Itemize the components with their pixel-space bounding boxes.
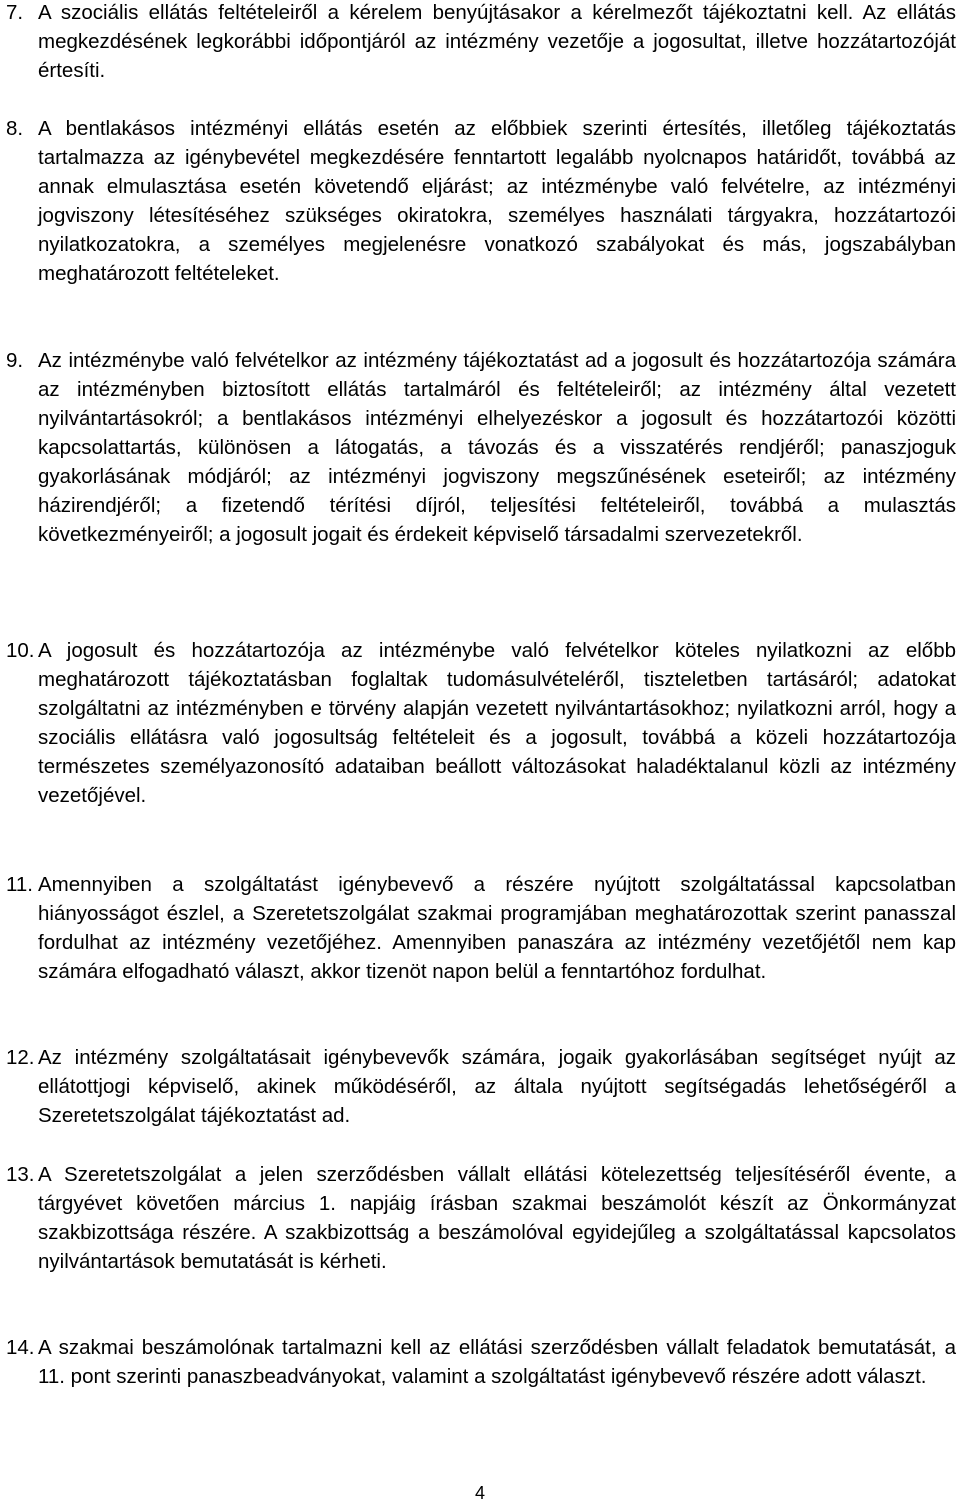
item-text: A jogosult és hozzátartozója az intézménybe való felvételkor köteles nyilatkozni az előbb meghatározott tájékoztatásban foglaltak tudomásulvételéről, tiszteletben tartásáról; adatokat szolgáltatni az intézményben e törvény alapján vezetett nyilvántartásokhoz; nyilatkozni arról, hogy a szociális ellátásra való jogosultság feltételeit és a jogosult, továbbá a közeli hozzátartozója természetes személyazonosító adataiban beállott változásokat haladéktalanul közli az intézmény vezetőjével. <box>38 639 956 807</box>
item-text: A szociális ellátás feltételeiről a kérelem benyújtásakor a kérelmezőt tájékoztatni kell. Az ellátás megkezdésének legkorábbi időpontjáról az intézmény vezetője a jogosultat, illetve hozzátartozóját értesíti. <box>38 1 956 82</box>
item-text: Az intézmény szolgáltatásait igénybevevők számára, jogaik gyakorlásában segítséget nyújt az ellátottjogi képviselő, akinek működéséről, az általa nyújtott segítségadás lehetőségéről a Szeretetszolgálat tájékoztatást ad. <box>38 1046 956 1127</box>
list-item-8 <box>0 114 956 288</box>
item-text: A bentlakásos intézményi ellátás esetén az előbbiek szerinti értesítés, illetőleg tájékoztatás tartalmazza az igénybevétel megkezdésére fenntartott legalább nyolcnapos határidőt, továbbá az annak elmulasztása esetén követendő eljárást; az intézménybe való felvételre, az intézményi jogviszony létesítéséhez szükséges okiratokra, személyes használati tárgyakra, hozzátartozói nyilatkozatokra, a személyes megjelenésre vonatkozó szabályokat és más, jogszabályban meghatározott feltételeket. <box>38 117 956 285</box>
list-item-12 <box>0 1043 956 1130</box>
item-number: 7. <box>6 1 24 24</box>
list-item-13 <box>0 1160 956 1276</box>
list-item-9 <box>0 346 956 549</box>
list-item-14 <box>0 1333 956 1391</box>
list-item-11 <box>0 870 956 986</box>
item-number: 14. <box>6 1336 35 1359</box>
item-text: A szakmai beszámolónak tartalmazni kell az ellátási szerződésben vállalt feladatok bemutatását, a 11. pont szerinti panaszbeadványokat, valamint a szolgáltatást igénybevevő részére adott választ. <box>38 1336 956 1388</box>
item-text: A Szeretetszolgálat a jelen szerződésben vállalt ellátási kötelezettség teljesítéséről évente, a tárgyévet követően március 1. napjáig írásban szakmai beszámolót készít az Önkormányzat szakbizottsága részére. A szakbizottság a beszámolóval egyidejűleg a szolgáltatással kapcsolatos nyilvántartások bemutatását is kérheti. <box>38 1163 956 1273</box>
item-number: 10. <box>6 639 35 662</box>
item-text: Az intézménybe való felvételkor az intézmény tájékoztatást ad a jogosult és hozzátartozója számára az intézményben biztosított ellátás tartalmáról és feltételeiről; az intézmény által vezetett nyilvántartásokról; a bentlakásos intézményi elhelyezéskor a jogosult és hozzátartozói közötti kapcsolattartás, különösen a látogatás, a távozás és a visszatérés rendjéről; panaszjoguk gyakorlásának módjáról; az intézményi jogviszony megszűnésének eseteiről; az intézmény házirendjéről; a fizetendő térítési díjról, teljesítési feltételeiről, továbbá a mulasztás következményeiről; a jogosult jogait és érdekeit képviselő társadalmi szervezetekről. <box>38 349 956 546</box>
item-number: 11. <box>6 873 33 896</box>
item-number: 12. <box>6 1046 35 1069</box>
page-number: 4 <box>474 1483 485 1503</box>
item-text: Amennyiben a szolgáltatást igénybevevő a részére nyújtott szolgáltatással kapcsolatban hiányosságot észlel, a Szeretetszolgálat szakmai programjában meghatározottak szerint panasszal fordulhat az intézmény vezetőjéhez. Amennyiben panaszára az intézmény vezetőjétől nem kap számára elfogadható választ, akkor tizenöt napon belül a fenntartóhoz fordulhat. <box>38 873 956 983</box>
list-item-7 <box>0 0 956 85</box>
item-number: 13. <box>6 1163 35 1186</box>
list-item-10 <box>0 636 956 810</box>
item-number: 9. <box>6 349 24 372</box>
item-number: 8. <box>6 117 24 140</box>
